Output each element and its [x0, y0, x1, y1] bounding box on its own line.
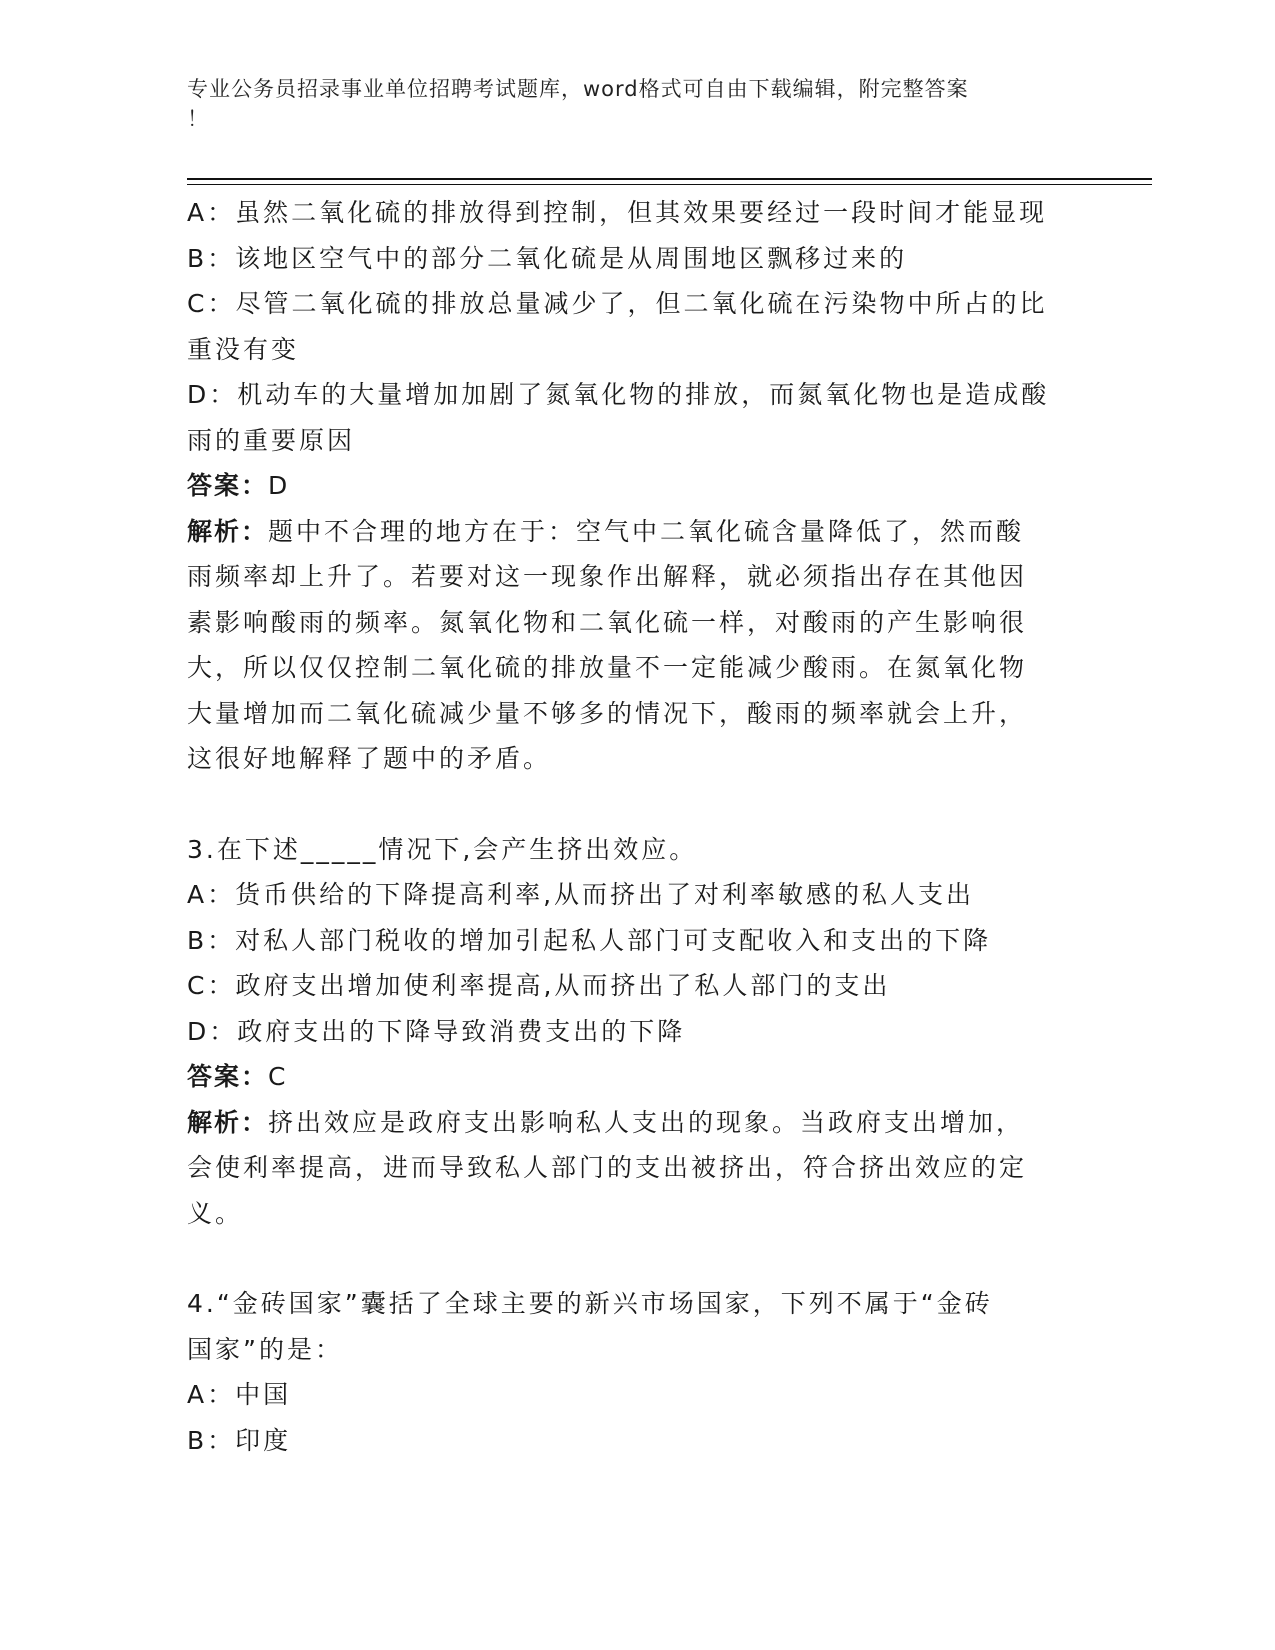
question-gap	[187, 1236, 1087, 1281]
q2-analysis-line6: 这很好地解释了题中的矛盾。	[187, 744, 552, 773]
header-text-line2: ！	[187, 107, 209, 131]
q3-answer	[187, 1054, 1087, 1100]
q2-analysis-line2: 雨频率却上升了。若要对这一现象作出解释，就必须指出存在其他因	[187, 562, 1028, 591]
q2-option-a: A：虽然二氧化硫的排放得到控制，但其效果要经过一段时间才能显现	[187, 198, 1048, 227]
q3-analysis-line1	[187, 1100, 1087, 1146]
q2-analysis-text: 题中不合理的地方在于：空气中二氧化硫含量降低了，然而酸	[268, 516, 1025, 546]
q2-analysis-line4: 大，所以仅仅控制二氧化硫的排放量不一定能减少酸雨。在氮氧化物	[187, 653, 1028, 682]
q4-option-b: B：印度	[187, 1425, 292, 1455]
q2-option-c-line2: 重没有变	[187, 334, 300, 364]
q2-answer	[187, 463, 1087, 509]
q3-analysis-line2: 会使利率提高，进而导致私人部门的支出被挤出，符合挤出效应的定	[187, 1153, 1028, 1182]
q2-analysis-line1	[187, 509, 1087, 555]
page-header	[187, 74, 1067, 134]
q3-analysis-label: 解析：	[187, 1107, 269, 1137]
q3-analysis-line3: 义。	[187, 1198, 244, 1228]
q2-answer-value: D	[268, 471, 291, 500]
document-body	[187, 190, 1087, 1463]
q3-option-b: B：对私人部门税收的增加引起私人部门可支配收入和支出的下降	[187, 925, 992, 955]
q3-answer-label: 答案：	[187, 1062, 269, 1091]
q3-option-d: D：政府支出的下降导致消费支出的下降	[187, 1016, 686, 1046]
question-gap	[187, 782, 1087, 827]
header-rule-thick	[187, 178, 1152, 180]
header-text-line1: 专业公务员招录事业单位招聘考试题库，word格式可自由下载编辑，附完整答案	[187, 77, 969, 101]
q2-option-b: B：该地区空气中的部分二氧化硫是从周围地区飘移过来的	[187, 243, 908, 273]
q3-analysis-text: 挤出效应是政府支出影响私人支出的现象。当政府支出增加，	[268, 1107, 1025, 1137]
q2-analysis-line3: 素影响酸雨的频率。氮氧化物和二氧化硫一样，对酸雨的产生影响很	[187, 607, 1028, 637]
q4-question-line2: 国家”的是：	[187, 1334, 343, 1364]
q3-question: 3.在下述_____情况下,会产生挤出效应。	[187, 834, 698, 864]
q3-answer-value: C	[268, 1062, 289, 1091]
q2-answer-label: 答案：	[187, 471, 269, 500]
q3-option-a: A：货币供给的下降提高利率,从而挤出了对利率敏感的私人支出	[187, 880, 975, 909]
q2-analysis-label: 解析：	[187, 516, 269, 546]
q4-question-line1: 4.“金砖国家”囊括了全球主要的新兴市场国家，下列不属于“金砖	[187, 1289, 993, 1318]
header-rule-thin	[187, 184, 1152, 185]
q2-option-d-line1: D：机动车的大量增加加剧了氮氧化物的排放，而氮氧化物也是造成酸	[187, 380, 1050, 409]
q3-option-c: C：政府支出增加使利率提高,从而挤出了私人部门的支出	[187, 971, 891, 1000]
q2-option-d-line2: 雨的重要原因	[187, 425, 356, 455]
q2-analysis-line5: 大量增加而二氧化硫减少量不够多的情况下，酸雨的频率就会上升，	[187, 698, 1028, 728]
q4-option-a: A：中国	[187, 1380, 292, 1409]
q2-option-c-line1: C：尽管二氧化硫的排放总量减少了，但二氧化硫在污染物中所占的比	[187, 289, 1048, 318]
